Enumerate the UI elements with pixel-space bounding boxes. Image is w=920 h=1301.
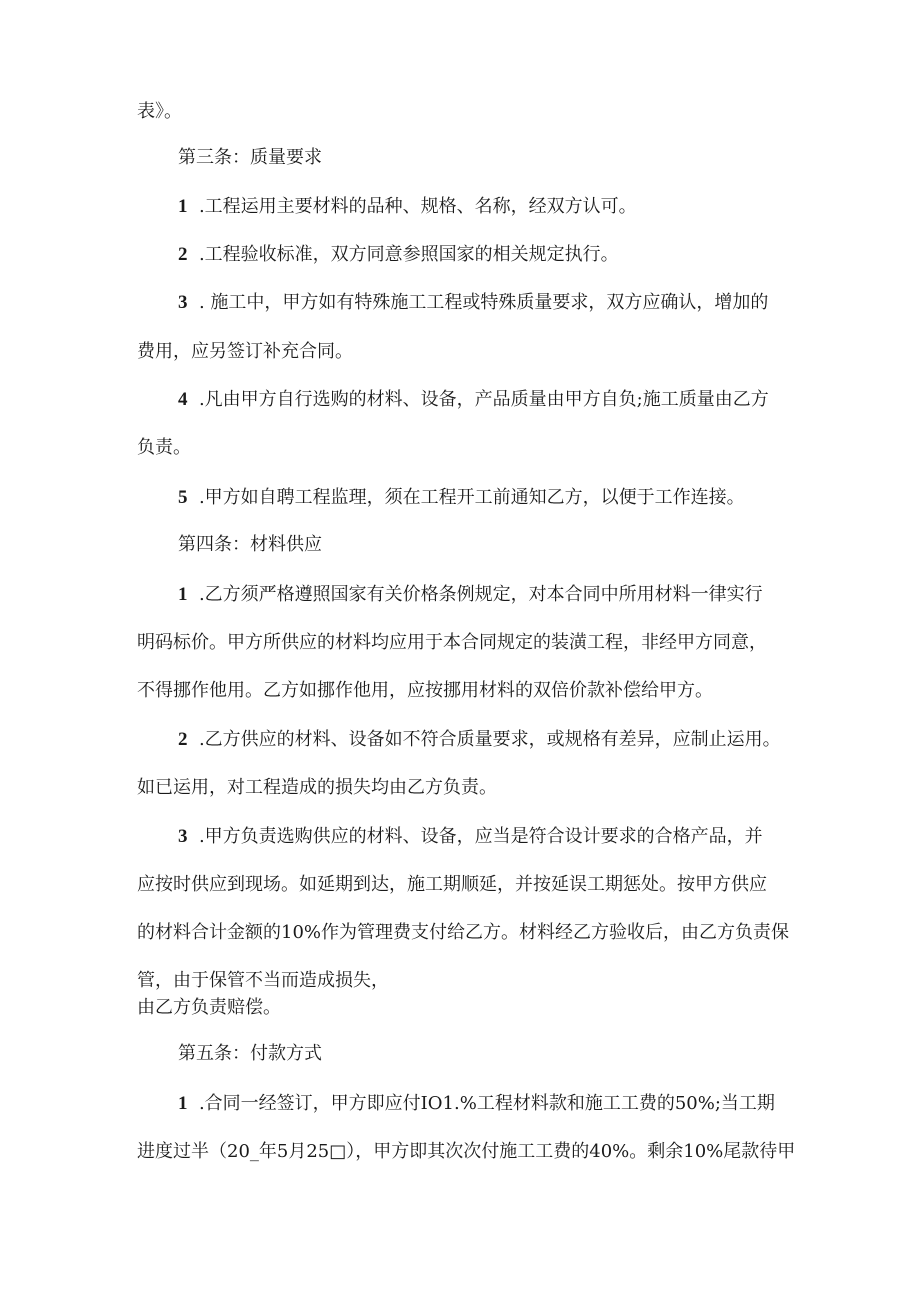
text-line: 如已运用，对工程造成的损失均由乙方负责。 <box>137 777 497 798</box>
text-line: 费用，应另签订补充合同。 <box>137 341 353 362</box>
clause-item: 4 .凡由甲方自行选购的材料、设备，产品质量由甲方自负;施工质量由乙方 <box>178 389 769 410</box>
text-line: 进度过半（20_年5月25□），甲方即其次次付施工工费的40%。剩余10%尾款待甲 <box>137 1141 796 1162</box>
section-heading: 第五条：付款方式 <box>178 1043 322 1064</box>
clause-item: 2 .乙方供应的材料、设备如不符合质量要求，或规格有差异，应制止运用。 <box>178 729 781 750</box>
text-line: 负责。 <box>137 437 191 458</box>
clause-item: 1 .乙方须严格遵照国家有关价格条例规定，对本合同中所用材料一律实行 <box>178 584 763 605</box>
text-line: 明码标价。甲方所供应的材料均应用于本合同规定的装潢工程，非经甲方同意， <box>137 632 767 653</box>
text-line: 不得挪作他用。乙方如挪作他用，应按挪用材料的双倍价款补偿给甲方。 <box>137 680 713 701</box>
text-line: 管，由于保管不当而造成损失， <box>137 970 389 991</box>
clause-item: 3 . 施工中，甲方如有特殊施工工程或特殊质量要求，双方应确认，增加的 <box>178 292 769 313</box>
clause-item: 2 .工程验收标准，双方同意参照国家的相关规定执行。 <box>178 244 619 265</box>
text-line: 由乙方负责赔偿。 <box>137 997 281 1018</box>
section-heading: 第四条：材料供应 <box>178 534 322 555</box>
text-line: 应按时供应到现场。如延期到达，施工期顺延，并按延误工期惩处。按甲方供应 <box>137 874 767 895</box>
clause-item: 1 .工程运用主要材料的品种、规格、名称，经双方认可。 <box>178 196 637 217</box>
clause-item: 5 .甲方如自聘工程监理，须在工程开工前通知乙方，以便于工作连接。 <box>178 487 745 508</box>
clause-item: 1 .合同一经签订，甲方即应付IO1.%工程材料款和施工工费的50%;当工期 <box>178 1093 775 1114</box>
clause-item: 3 .甲方负责选购供应的材料、设备，应当是符合设计要求的合格产品，并 <box>178 826 763 847</box>
text-line: 表》。 <box>137 101 182 122</box>
text-line: 的材料合计金额的10%作为管理费支付给乙方。材料经乙方验收后，由乙方负责保 <box>137 922 790 943</box>
section-heading: 第三条：质量要求 <box>178 147 322 168</box>
